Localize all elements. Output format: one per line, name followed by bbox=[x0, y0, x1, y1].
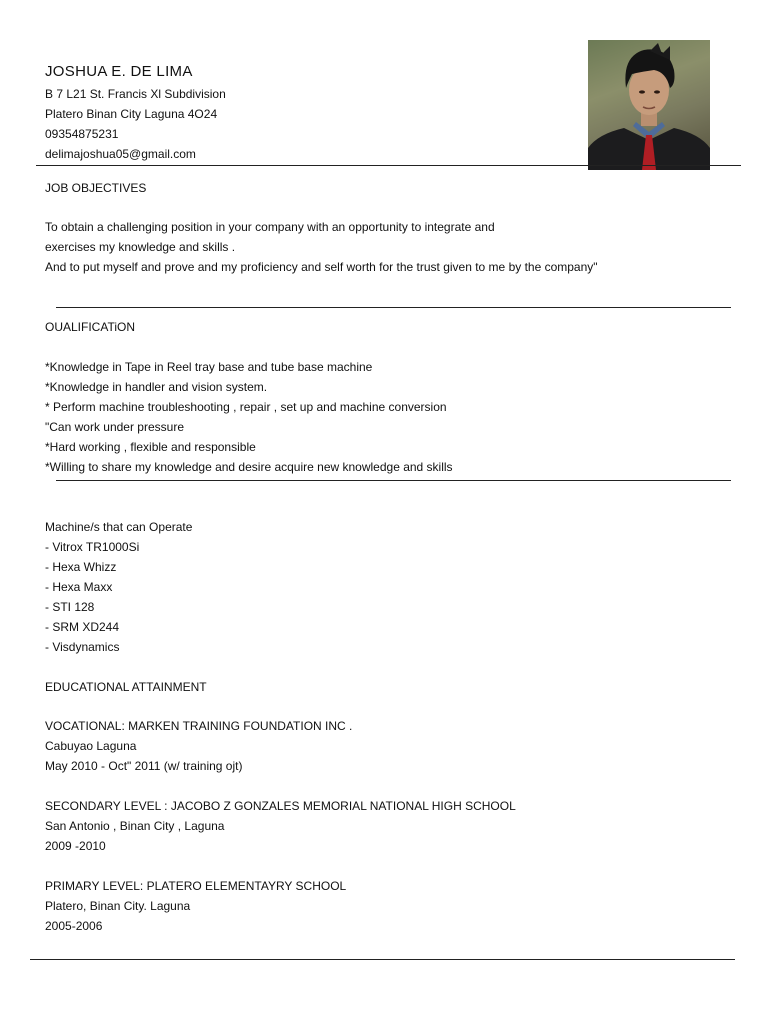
qualification-item: *Knowledge in handler and vision system. bbox=[45, 380, 268, 394]
qualification-heading: OUALIFICATiON bbox=[45, 320, 136, 334]
primary-school-dates: 2005-2006 bbox=[45, 919, 103, 933]
email-address: delimajoshua05@gmail.com bbox=[45, 147, 196, 161]
objective-line: To obtain a challenging position in your company with an opportunity to integrate and bbox=[45, 220, 495, 234]
machine-item: - Hexa Whizz bbox=[45, 560, 117, 574]
candidate-name: JOSHUA E. DE LIMA bbox=[45, 63, 193, 80]
machine-item: - SRM XD244 bbox=[45, 620, 120, 634]
machine-item: - Hexa Maxx bbox=[45, 580, 113, 594]
objective-line: exercises my knowledge and skills . bbox=[45, 240, 236, 254]
secondary-school-location: San Antonio , Binan City , Laguna bbox=[45, 819, 225, 833]
objective-line: And to put myself and prove and my proficiency and self worth for the trust given to me by the company" bbox=[45, 260, 598, 274]
secondary-school-dates: 2009 -2010 bbox=[45, 839, 106, 853]
address-line-1: B 7 L21 St. Francis Xl Subdivision bbox=[45, 87, 226, 101]
machine-item: - STI 128 bbox=[45, 600, 95, 614]
machine-item: - Visdynamics bbox=[45, 640, 120, 654]
vocational-school-title: VOCATIONAL: MARKEN TRAINING FOUNDATION INC . bbox=[45, 719, 353, 733]
header-divider bbox=[36, 165, 741, 166]
qualification-item: *Hard working , flexible and responsible bbox=[45, 440, 256, 454]
primary-school-title: PRIMARY LEVEL: PLATERO ELEMENTAYRY SCHOOL bbox=[45, 879, 347, 893]
job-objectives-heading: JOB OBJECTIVES bbox=[45, 181, 147, 195]
section-divider bbox=[56, 307, 731, 308]
machines-heading: Machine/s that can Operate bbox=[45, 520, 193, 534]
vocational-school-location: Cabuyao Laguna bbox=[45, 739, 137, 753]
address-line-2: Platero Binan City Laguna 4O24 bbox=[45, 107, 218, 121]
footer-divider bbox=[30, 959, 735, 960]
secondary-school-title: SECONDARY LEVEL : JACOBO Z GONZALES MEMORIAL NATIONAL HIGH SCHOOL bbox=[45, 799, 516, 813]
profile-photo bbox=[588, 40, 710, 170]
qualification-item: *Willing to share my knowledge and desire acquire new knowledge and skills bbox=[45, 460, 453, 474]
qualification-item: *Knowledge in Tape in Reel tray base and tube base machine bbox=[45, 360, 373, 374]
primary-school-location: Platero, Binan City. Laguna bbox=[45, 899, 191, 913]
phone-number: 09354875231 bbox=[45, 127, 119, 141]
qualification-item: * Perform machine troubleshooting , repair , set up and machine conversion bbox=[45, 400, 447, 414]
vocational-school-dates: May 2010 - Oct" 2011 (w/ training ojt) bbox=[45, 759, 243, 773]
education-heading: EDUCATIONAL ATTAINMENT bbox=[45, 680, 207, 694]
qualification-item: "Can work under pressure bbox=[45, 420, 184, 434]
section-divider bbox=[56, 480, 731, 481]
machine-item: - Vitrox TR1000Si bbox=[45, 540, 140, 554]
